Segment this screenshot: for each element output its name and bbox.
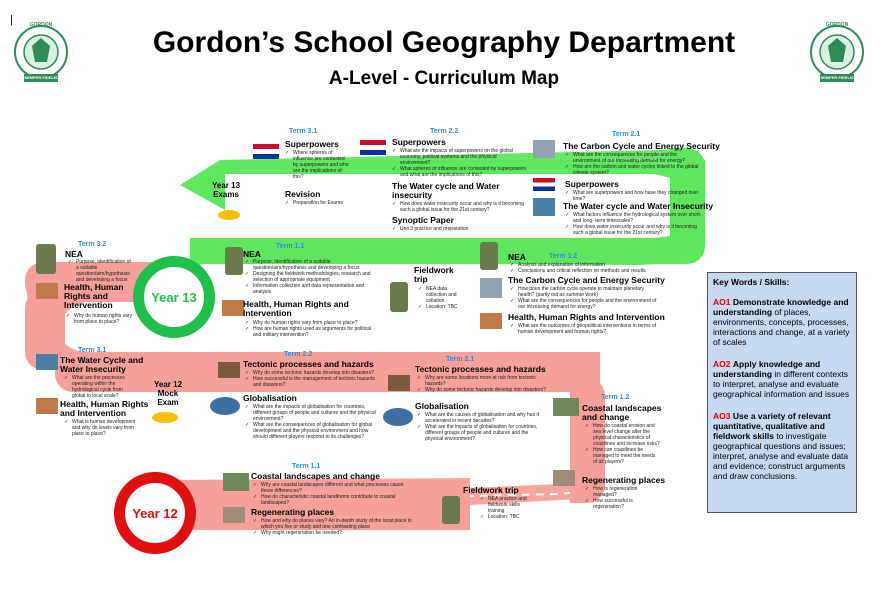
y13-t21-water-points bbox=[565, 212, 705, 236]
ao3-label: AO3 bbox=[713, 411, 731, 421]
flag-image bbox=[360, 140, 386, 155]
point: ✓ What are superpowers and how have they changed over time? bbox=[565, 190, 705, 202]
y12-t31-health-head: Health, Human Rights and Intervention bbox=[60, 399, 149, 418]
people-image bbox=[480, 313, 502, 329]
flag-image bbox=[253, 144, 279, 159]
flag-image bbox=[533, 178, 555, 191]
point: ✓ How is regeneration managed? bbox=[585, 486, 660, 498]
point: ✓ Conclusions and critical reflection on methods and results bbox=[510, 268, 660, 274]
y13-t31-revision-head: Revision bbox=[285, 189, 321, 199]
ao2-label: AO2 bbox=[713, 359, 731, 369]
point: ✓ What are the processes operating within the hydrological cycle from global to local scale? bbox=[64, 375, 134, 399]
ao1-text bbox=[713, 297, 851, 347]
y13-t22-superpowers-points bbox=[392, 148, 527, 178]
y12-t12-coast-points bbox=[585, 423, 660, 465]
point: ✓ Purpose, identification of a suitable question/aim/hypothesis and developing a focus bbox=[245, 259, 375, 271]
y12-t12-regen-head: Regenerating places bbox=[582, 475, 666, 485]
y13-term21-label: Term 2.1 bbox=[612, 131, 641, 138]
y12-t31-water-points bbox=[64, 375, 134, 399]
ao3-bold: Use a variety of relevant quantitative, qualitative and fieldwork skills bbox=[713, 411, 831, 441]
point: ✓ Location: TBC bbox=[480, 514, 530, 520]
point: ✓ How are human rights used as arguments for political and military intervention? bbox=[245, 326, 375, 338]
y12-t12-coast-head: Coastal landscapes and change bbox=[582, 403, 662, 422]
coast-image bbox=[223, 473, 249, 491]
key-words-title: Key Words / Skills: bbox=[713, 277, 790, 287]
y13-t22-water-points bbox=[392, 201, 527, 213]
y12-t21-glob-points bbox=[417, 412, 547, 442]
crest-left-motto: SEMPER FIDELIS bbox=[24, 75, 58, 80]
y12-term12-label: Term 1.2 bbox=[601, 394, 630, 401]
crest-left-text: GORDON bbox=[29, 22, 53, 28]
y13-term31-label: Term 3.1 bbox=[289, 128, 318, 135]
y13-t32-health-head: Health, Human Rights and Intervention bbox=[64, 282, 124, 310]
point: ✓ What are the consequences for people and the environment of our increasing demand for energy? bbox=[565, 152, 705, 164]
town-image bbox=[223, 507, 245, 523]
point: ✓ What are the consequences for people and the environment of our increasing demand for energy? bbox=[510, 298, 660, 310]
y13-t21-carbon-head: The Carbon Cycle and Energy Security bbox=[563, 141, 720, 151]
point: ✓ NEA data collection and collation bbox=[418, 286, 458, 304]
y13-t31-superpowers-head: Superpowers bbox=[285, 139, 339, 149]
point: ✓ NEA practice and fieldwork skills training bbox=[480, 496, 530, 514]
point: ✓ How does water insecurity occur and why is it becoming such a global issue for the 21st century? bbox=[392, 201, 527, 213]
point: ✓ What spheres of influence are contested by superpowers and what are the implications of this? bbox=[392, 166, 527, 178]
y12-t11-regen-points bbox=[253, 518, 413, 536]
ao2-rest: in different contexts to interpret, analyse and evaluate geographical information and issues bbox=[713, 369, 850, 399]
point: ✓ What is human development and why do levels vary from place to place? bbox=[64, 419, 144, 437]
y12-t12-regen-points bbox=[585, 486, 660, 510]
y13-term22-label: Term 2.2 bbox=[430, 128, 459, 135]
y13-t12-health-head: Health, Human Rights and Intervention bbox=[508, 312, 665, 322]
people-image bbox=[222, 300, 244, 316]
crest-right-motto: SEMPER FIDELIS bbox=[820, 75, 854, 80]
point: ✓ What factors influence the hydrological system over short- and long- term timescales? bbox=[565, 212, 705, 224]
exam-logo-icon bbox=[152, 412, 178, 423]
power-plant-image bbox=[533, 140, 555, 158]
point: ✓ Unit 3 practice and preparation bbox=[392, 226, 527, 232]
y13-fieldwork-points bbox=[418, 286, 458, 310]
water-image bbox=[36, 354, 58, 370]
y13-t21-superpowers-head: Superpowers bbox=[565, 179, 619, 189]
y13-t31-revision-points bbox=[285, 200, 345, 206]
y13-t12-health-points bbox=[510, 323, 660, 335]
point: ✓ Preparation for Exams bbox=[285, 200, 345, 206]
year12-mock-label: Year 12 Mock Exam bbox=[153, 380, 183, 407]
y12-term11-label: Term 1.1 bbox=[292, 463, 321, 470]
y13-t12-nea-head: NEA bbox=[508, 252, 526, 262]
point: ✓ What are the causes of globalisation and why has it accelerated in recent decades? bbox=[417, 412, 547, 424]
page-title: Gordon’s School Geography Department bbox=[152, 26, 736, 59]
year13-ring bbox=[133, 256, 215, 338]
ao2-text bbox=[713, 359, 851, 399]
ao3-rest: to investigate geographical questions and issues; interpret, analyse and evaluate data and evidence; construct arguments and draw conclusions. bbox=[713, 431, 849, 481]
point: ✓ How does water insecurity occur and why is it becoming such a global issue for the 21st century? bbox=[565, 224, 705, 236]
y13-term32-label: Term 3.2 bbox=[78, 241, 107, 248]
y13-t11-nea-head: NEA bbox=[243, 249, 261, 259]
y12-t21-tectonic-head: Tectonic processes and hazards bbox=[415, 364, 546, 374]
point: ✓ Why are coastal landscapes different and what processes cause these differences? bbox=[253, 482, 413, 494]
y12-t31-water-head: The Water Cycle and Water Insecurity bbox=[60, 355, 144, 374]
y12-t31-health-points bbox=[64, 419, 144, 437]
point: ✓ Purpose, identification of a suitable question/aim/hypothesis and developing a focus bbox=[68, 259, 133, 283]
y12-t22-glob-points bbox=[245, 404, 380, 440]
point: ✓ How do characteristic coastal landforms contribute to coastal landscapes? bbox=[253, 494, 413, 506]
y13-t32-nea-head: NEA bbox=[65, 249, 83, 259]
y13-t21-water-head: The Water cycle and Water Insecurity bbox=[563, 201, 714, 211]
point: ✓ Why do some tectonic hazards develop into disasters? bbox=[417, 387, 547, 393]
boots-image bbox=[225, 247, 243, 275]
town-image bbox=[553, 470, 575, 486]
exam-logo-icon bbox=[218, 210, 240, 220]
point: ✓ Why are some locations more at risk from tectonic hazards? bbox=[417, 375, 547, 387]
y13-t11-nea-points bbox=[245, 259, 375, 295]
coast-image bbox=[553, 398, 579, 416]
y13-t12-carbon-points bbox=[510, 286, 660, 310]
y13-t22-synoptic-points bbox=[392, 226, 527, 232]
y13-t31-superpowers-points bbox=[285, 150, 350, 180]
power-plant-image bbox=[480, 278, 502, 298]
year13-exams-label: Year 13 Exams bbox=[211, 181, 241, 199]
point: ✓ How successful is the management of tectonic hazards and disasters? bbox=[245, 376, 375, 388]
y13-t22-synoptic-head: Synoptic Paper bbox=[392, 215, 454, 225]
y13-t11-health-points bbox=[245, 320, 375, 338]
y13-t32-nea-points bbox=[68, 259, 133, 283]
page-subtitle: A-Level - Curriculum Map bbox=[328, 68, 560, 89]
y12-term21-label: Term 2.1 bbox=[446, 356, 475, 363]
year12-ring bbox=[114, 472, 196, 554]
point: ✓ How do coastal erosion and sea level change alter the physical characteristics of coastlines and increase risks? bbox=[585, 423, 660, 447]
y13-t21-carbon-points bbox=[565, 152, 705, 176]
y12-t11-regen-head: Regenerating places bbox=[251, 507, 335, 517]
point: ✓ Where spheres of influence are contested by superpowers and who are the implications of this? bbox=[285, 150, 350, 180]
y12-t11-coast-points bbox=[253, 482, 413, 506]
people-image bbox=[36, 398, 58, 414]
point: ✓ Analysis and explanation of information bbox=[510, 262, 660, 268]
boots-image bbox=[442, 496, 460, 524]
y12-t11-coast-head: Coastal landscapes and change bbox=[251, 471, 380, 481]
volcano-image bbox=[388, 375, 410, 391]
y12-t22-tectonic-head: Tectonic processes and hazards bbox=[243, 359, 374, 369]
page-marker: | bbox=[10, 14, 13, 26]
boots-image bbox=[480, 242, 498, 270]
volcano-image bbox=[218, 362, 240, 378]
point: ✓ How are the carbon and water cycles linked to the global climate system? bbox=[565, 164, 705, 176]
point: ✓ How does the carbon cycle operate to maintain planetary health? (partly out as summer work) bbox=[510, 286, 660, 298]
y12-term22-label: Term 2.2 bbox=[284, 351, 313, 358]
point: ✓ Why do human rights vary from place to place? bbox=[245, 320, 375, 326]
y12-t22-tectonic-points bbox=[245, 370, 375, 388]
y12-fieldwork-head: Fieldwork trip bbox=[463, 485, 519, 495]
point: ✓ What are the consequences of globalisation for global development and the physical environment and how should different players respond to its challenges? bbox=[245, 422, 380, 440]
y12-fieldwork-points bbox=[480, 496, 530, 520]
globe-image bbox=[210, 397, 240, 415]
point: ✓ What are the impacts of globalisation for countries, different groups of people and cultures and the physical environment? bbox=[417, 424, 547, 442]
y12-t21-glob-head: Globalisation bbox=[415, 401, 469, 411]
y13-t22-superpowers-head: Superpowers bbox=[392, 137, 446, 147]
y13-t12-carbon-head: The Carbon Cycle and Energy Security bbox=[508, 275, 665, 285]
point: ✓ What are the impacts of globalisation for countries, different groups of people and cultures and the physical environment? bbox=[245, 404, 380, 422]
point: ✓ Why might regeneration be needed? bbox=[253, 530, 413, 536]
people-image bbox=[36, 283, 58, 299]
y12-t22-glob-head: Globalisation bbox=[243, 393, 297, 403]
crest-right-text: GORDON bbox=[825, 22, 849, 28]
globe-image bbox=[383, 408, 413, 426]
boots-image bbox=[390, 282, 408, 312]
point: ✓ What are the impacts of superpowers on the global economy, political systems and the physical environment? bbox=[392, 148, 527, 166]
boots-image bbox=[36, 244, 56, 274]
year13-label: Year 13 bbox=[151, 289, 197, 305]
ao1-rest: of places, environments, concepts, processes, interactions and change, at a variety of scales bbox=[713, 307, 850, 347]
point: ✓ How successful is regeneration? bbox=[585, 498, 660, 510]
ao2-bold: Apply knowledge and understanding bbox=[713, 359, 821, 379]
point: ✓ How can coastlines be managed to meet the needs of all players? bbox=[585, 447, 660, 465]
year12-label: Year 12 bbox=[132, 505, 178, 521]
point: ✓ Why do human rights vary from place to place? bbox=[66, 313, 136, 325]
key-words-box bbox=[707, 272, 857, 513]
point: ✓ Location: TBC bbox=[418, 304, 458, 310]
y13-t32-health-points bbox=[66, 313, 136, 325]
y13-t12-nea-points bbox=[510, 262, 660, 274]
y13-fieldwork-head: Fieldwork trip bbox=[414, 265, 454, 284]
y13-t22-water-head: The Water cycle and Water insecurity bbox=[392, 181, 500, 200]
water-image bbox=[533, 198, 555, 216]
y12-term31-label: Term 3.1 bbox=[78, 347, 107, 354]
point: ✓ Why do some tectonic hazards develop into disasters? bbox=[245, 370, 375, 376]
y13-t11-health-head: Health, Human Rights and Intervention bbox=[243, 299, 349, 318]
ao1-bold: Demonstrate knowledge and understanding bbox=[713, 297, 849, 317]
y13-term12-label: Term 1.2 bbox=[549, 253, 578, 260]
point: ✓ How and why do places vary? An in-depth study of the local place in which you live or study and one contrasting place bbox=[253, 518, 413, 530]
point: ✓ What are the outcomes of geopolitical interventions in terms of human development and human rights? bbox=[510, 323, 660, 335]
ao1-label: AO1 bbox=[713, 297, 731, 307]
ao3-text bbox=[713, 411, 851, 481]
point: ✓ Information collection and data representation and analysis bbox=[245, 283, 375, 295]
y13-term11-label: Term 1.1 bbox=[276, 243, 305, 250]
point: ✓ Designing the fieldwork methodologies, research and selection of appropriate equipment bbox=[245, 271, 375, 283]
y12-t21-tectonic-points bbox=[417, 375, 547, 393]
